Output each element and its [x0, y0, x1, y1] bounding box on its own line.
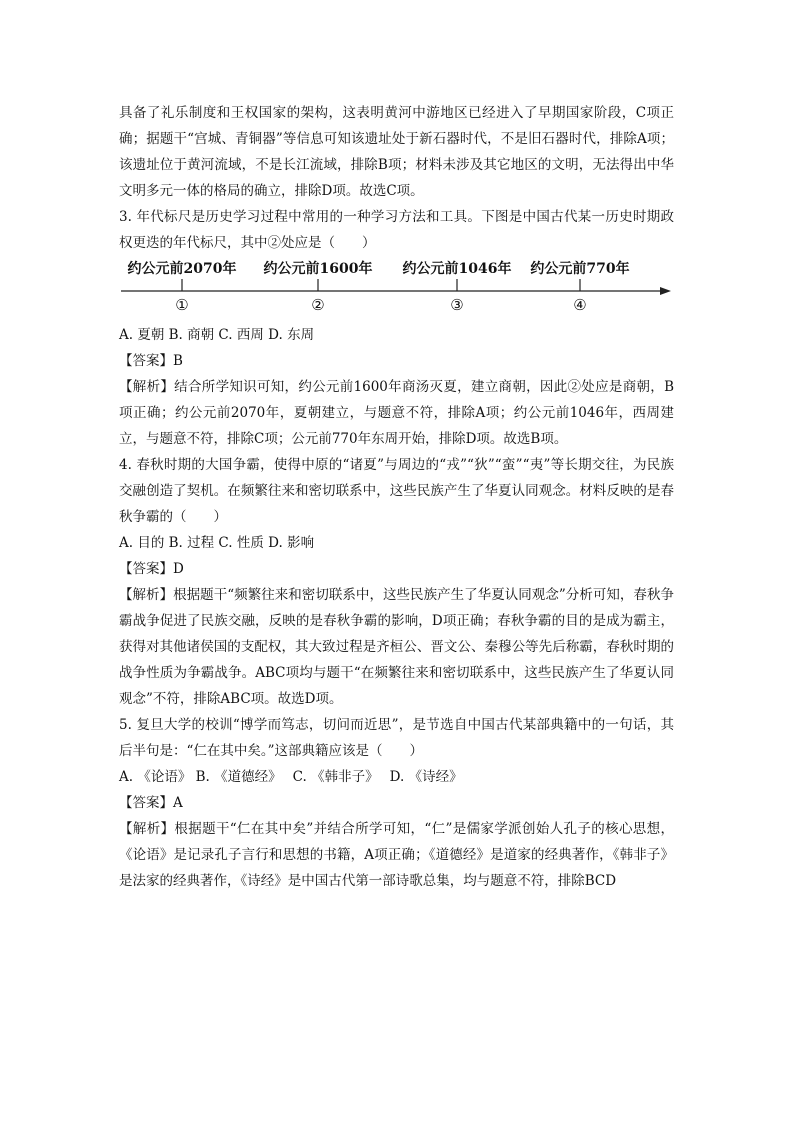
question-4-answer: 【答案】D	[119, 561, 184, 577]
question-4-analysis: 【解析】根据题干“频繁往来和密切联系中，这些民族产生了华夏认同观念”分析可知，春秋争霸战争促进了民族交融，反映的是春秋争霸的影响，D项正确；春秋争霸的目的是成为霸主，获得对其他诸侯国的支配权，其大致过程是齐桓公、晋文公、秦穆公等先后称霸，春秋时期的战争性质为争霸战争。ABC项均与题干“在频繁往来和密切联系中，这些民族产生了华夏认同观念”不符，排除ABC项。故选D项。	[119, 587, 674, 707]
document-content	[119, 100, 674, 894]
question-3-answer: 【答案】B	[119, 353, 183, 369]
chronology-timeline	[119, 258, 674, 318]
timeline-axis	[119, 258, 674, 318]
timeline-label-2: 约公元前1600年	[263, 261, 373, 277]
timeline-mark-3: ③	[450, 296, 464, 314]
question-5-stem: 5. 复旦大学的校训“博学而笃志，切问而近思”，是节选自中国古代某部典籍中的一句话，其后半句是：“仁在其中矣。”这部典籍应该是（ ）	[119, 717, 674, 759]
question-4-stem: 4. 春秋时期的大国争霸，使得中原的“诸夏”与周边的“戎”“狄”“蛮”“夷”等长期交往，为民族交融创造了契机。在频繁往来和密切联系中，这些民族产生了华夏认同观念。材料反映的是春秋争霸的（ ）	[119, 457, 674, 525]
timeline-label-4: 约公元前770年	[530, 261, 630, 277]
question-5-options: A. 《论语》 B. 《道德经》 C. 《韩非子》 D. 《诗经》	[119, 769, 463, 785]
question-3-stem: 3. 年代标尺是历史学习过程中常用的一种学习方法和工具。下图是中国古代某一历史时期政权更迭的年代标尺，其中②处应是（ ）	[119, 209, 674, 251]
question-4-options: A. 目的 B. 过程 C. 性质 D. 影响	[119, 535, 315, 551]
timeline-arrow-icon	[660, 287, 671, 295]
question-5-analysis: 【解析】根据题干“仁在其中矣”并结合所学可知，“仁”是儒家学派创始人孔子的核心思想，《论语》是记录孔子言行和思想的书籍，A项正确；《道德经》是道家的经典著作，《韩非子》是法家的经典著作，《诗经》是中国古代第一部诗歌总集，均与题意不符，排除BCD	[119, 821, 674, 889]
question-3-analysis: 【解析】结合所学知识可知，约公元前1600年商汤灭夏，建立商朝，因此②处应是商朝，B项正确；约公元前2070年，夏朝建立，与题意不符，排除A项；约公元前1046年，西周建立，与题意不符，排除C项；公元前770年东周开始，排除D项。故选B项。	[119, 379, 674, 447]
question-3-options: A. 夏朝 B. 商朝 C. 西周 D. 东周	[119, 327, 315, 343]
timeline-mark-1: ①	[175, 296, 189, 314]
timeline-mark-4: ④	[573, 296, 587, 314]
question-5-answer: 【答案】A	[119, 795, 183, 811]
timeline-label-3: 约公元前1046年	[402, 261, 512, 277]
timeline-mark-2: ②	[311, 296, 325, 314]
timeline-label-1: 约公元前2070年	[127, 261, 237, 277]
prev-analysis-continuation: 具备了礼乐制度和王权国家的架构，这表明黄河中游地区已经进入了早期国家阶段，C项正确；据题干“宫城、青铜器”等信息可知该遗址处于新石器时代，不是旧石器时代，排除A项；该遗址位于黄河流域，不是长江流域，排除B项；材料未涉及其它地区的文明，无法得出中华文明多元一体的格局的确立，排除D项。故选C项。	[119, 105, 675, 199]
